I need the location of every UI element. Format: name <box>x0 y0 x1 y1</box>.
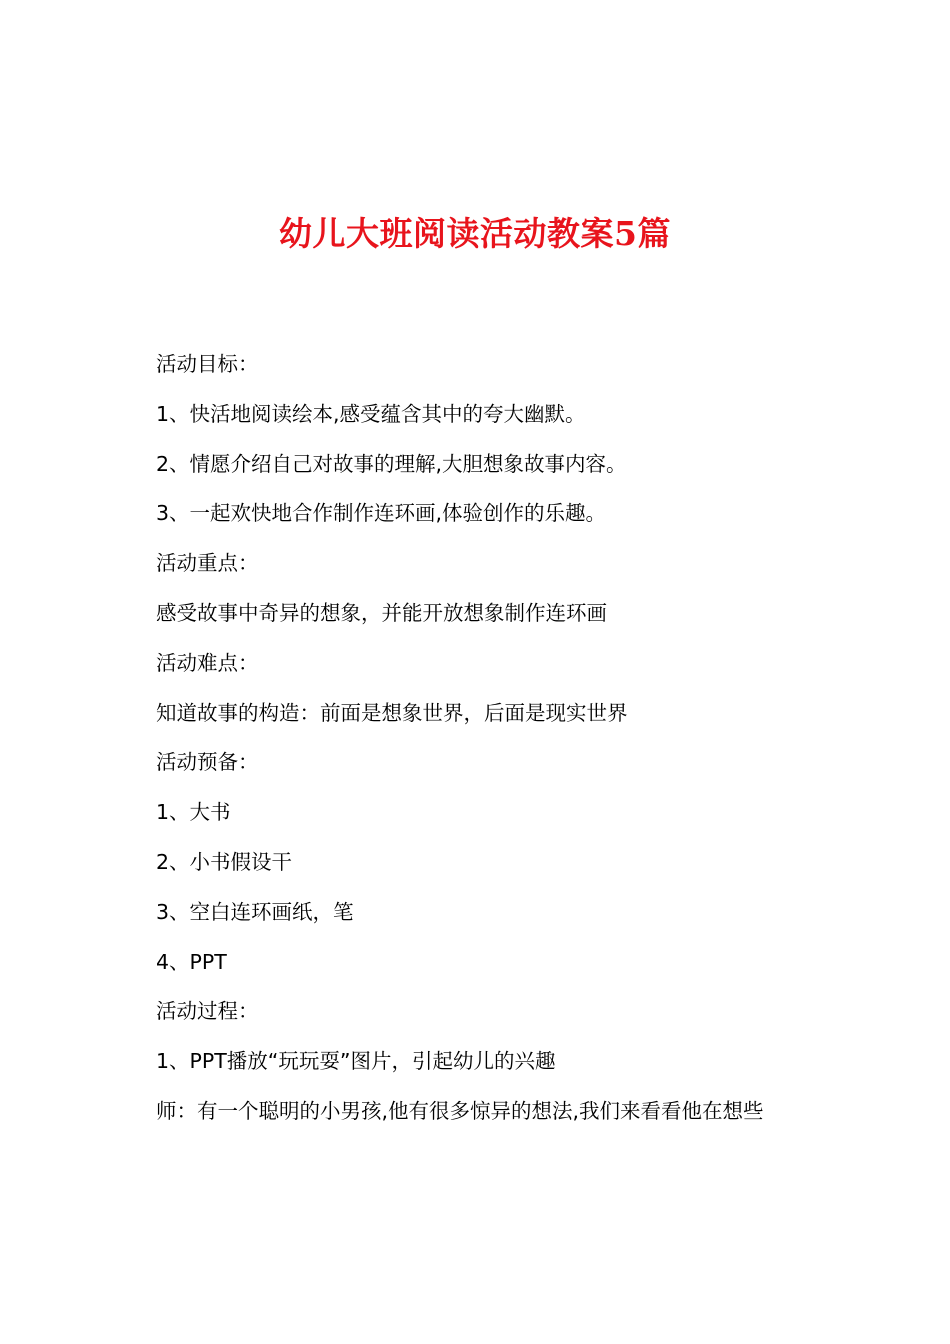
section-heading-difficulties: 活动难点： <box>156 650 259 675</box>
preparation-item-2: 2、小书假设干 <box>156 849 293 874</box>
preparation-item-3: 3、空白连环画纸，笔 <box>156 899 354 924</box>
preparation-item-1: 1、大书 <box>156 800 231 825</box>
teacher-dialogue: 师：有一个聪明的小男孩,他有很多惊异的想法,我们来看看他在想些 <box>156 1098 764 1123</box>
preparation-item-4: 4、PPT <box>156 949 227 974</box>
section-heading-key-points: 活动重点： <box>156 551 259 576</box>
section-heading-process: 活动过程： <box>156 999 259 1024</box>
document-body <box>156 340 856 1137</box>
objective-item-1: 1、快活地阅读绘本,感受蕴含其中的夸大幽默。 <box>156 401 586 426</box>
key-points-text: 感受故事中奇异的想象，并能开放想象制作连环画 <box>156 600 607 625</box>
difficulties-text: 知道故事的构造：前面是想象世界，后面是现实世界 <box>156 700 628 725</box>
objective-item-2: 2、情愿介绍自己对故事的理解,大胆想象故事内容。 <box>156 451 627 476</box>
objective-item-3: 3、一起欢快地合作制作连环画,体验创作的乐趣。 <box>156 501 607 526</box>
process-step-1: 1、PPT播放“玩玩耍”图片，引起幼儿的兴趣 <box>156 1049 556 1074</box>
section-heading-preparation: 活动预备： <box>156 750 259 775</box>
section-heading-objectives: 活动目标： <box>156 352 259 376</box>
document-title: 幼儿大班阅读活动教案5篇 <box>279 214 671 253</box>
